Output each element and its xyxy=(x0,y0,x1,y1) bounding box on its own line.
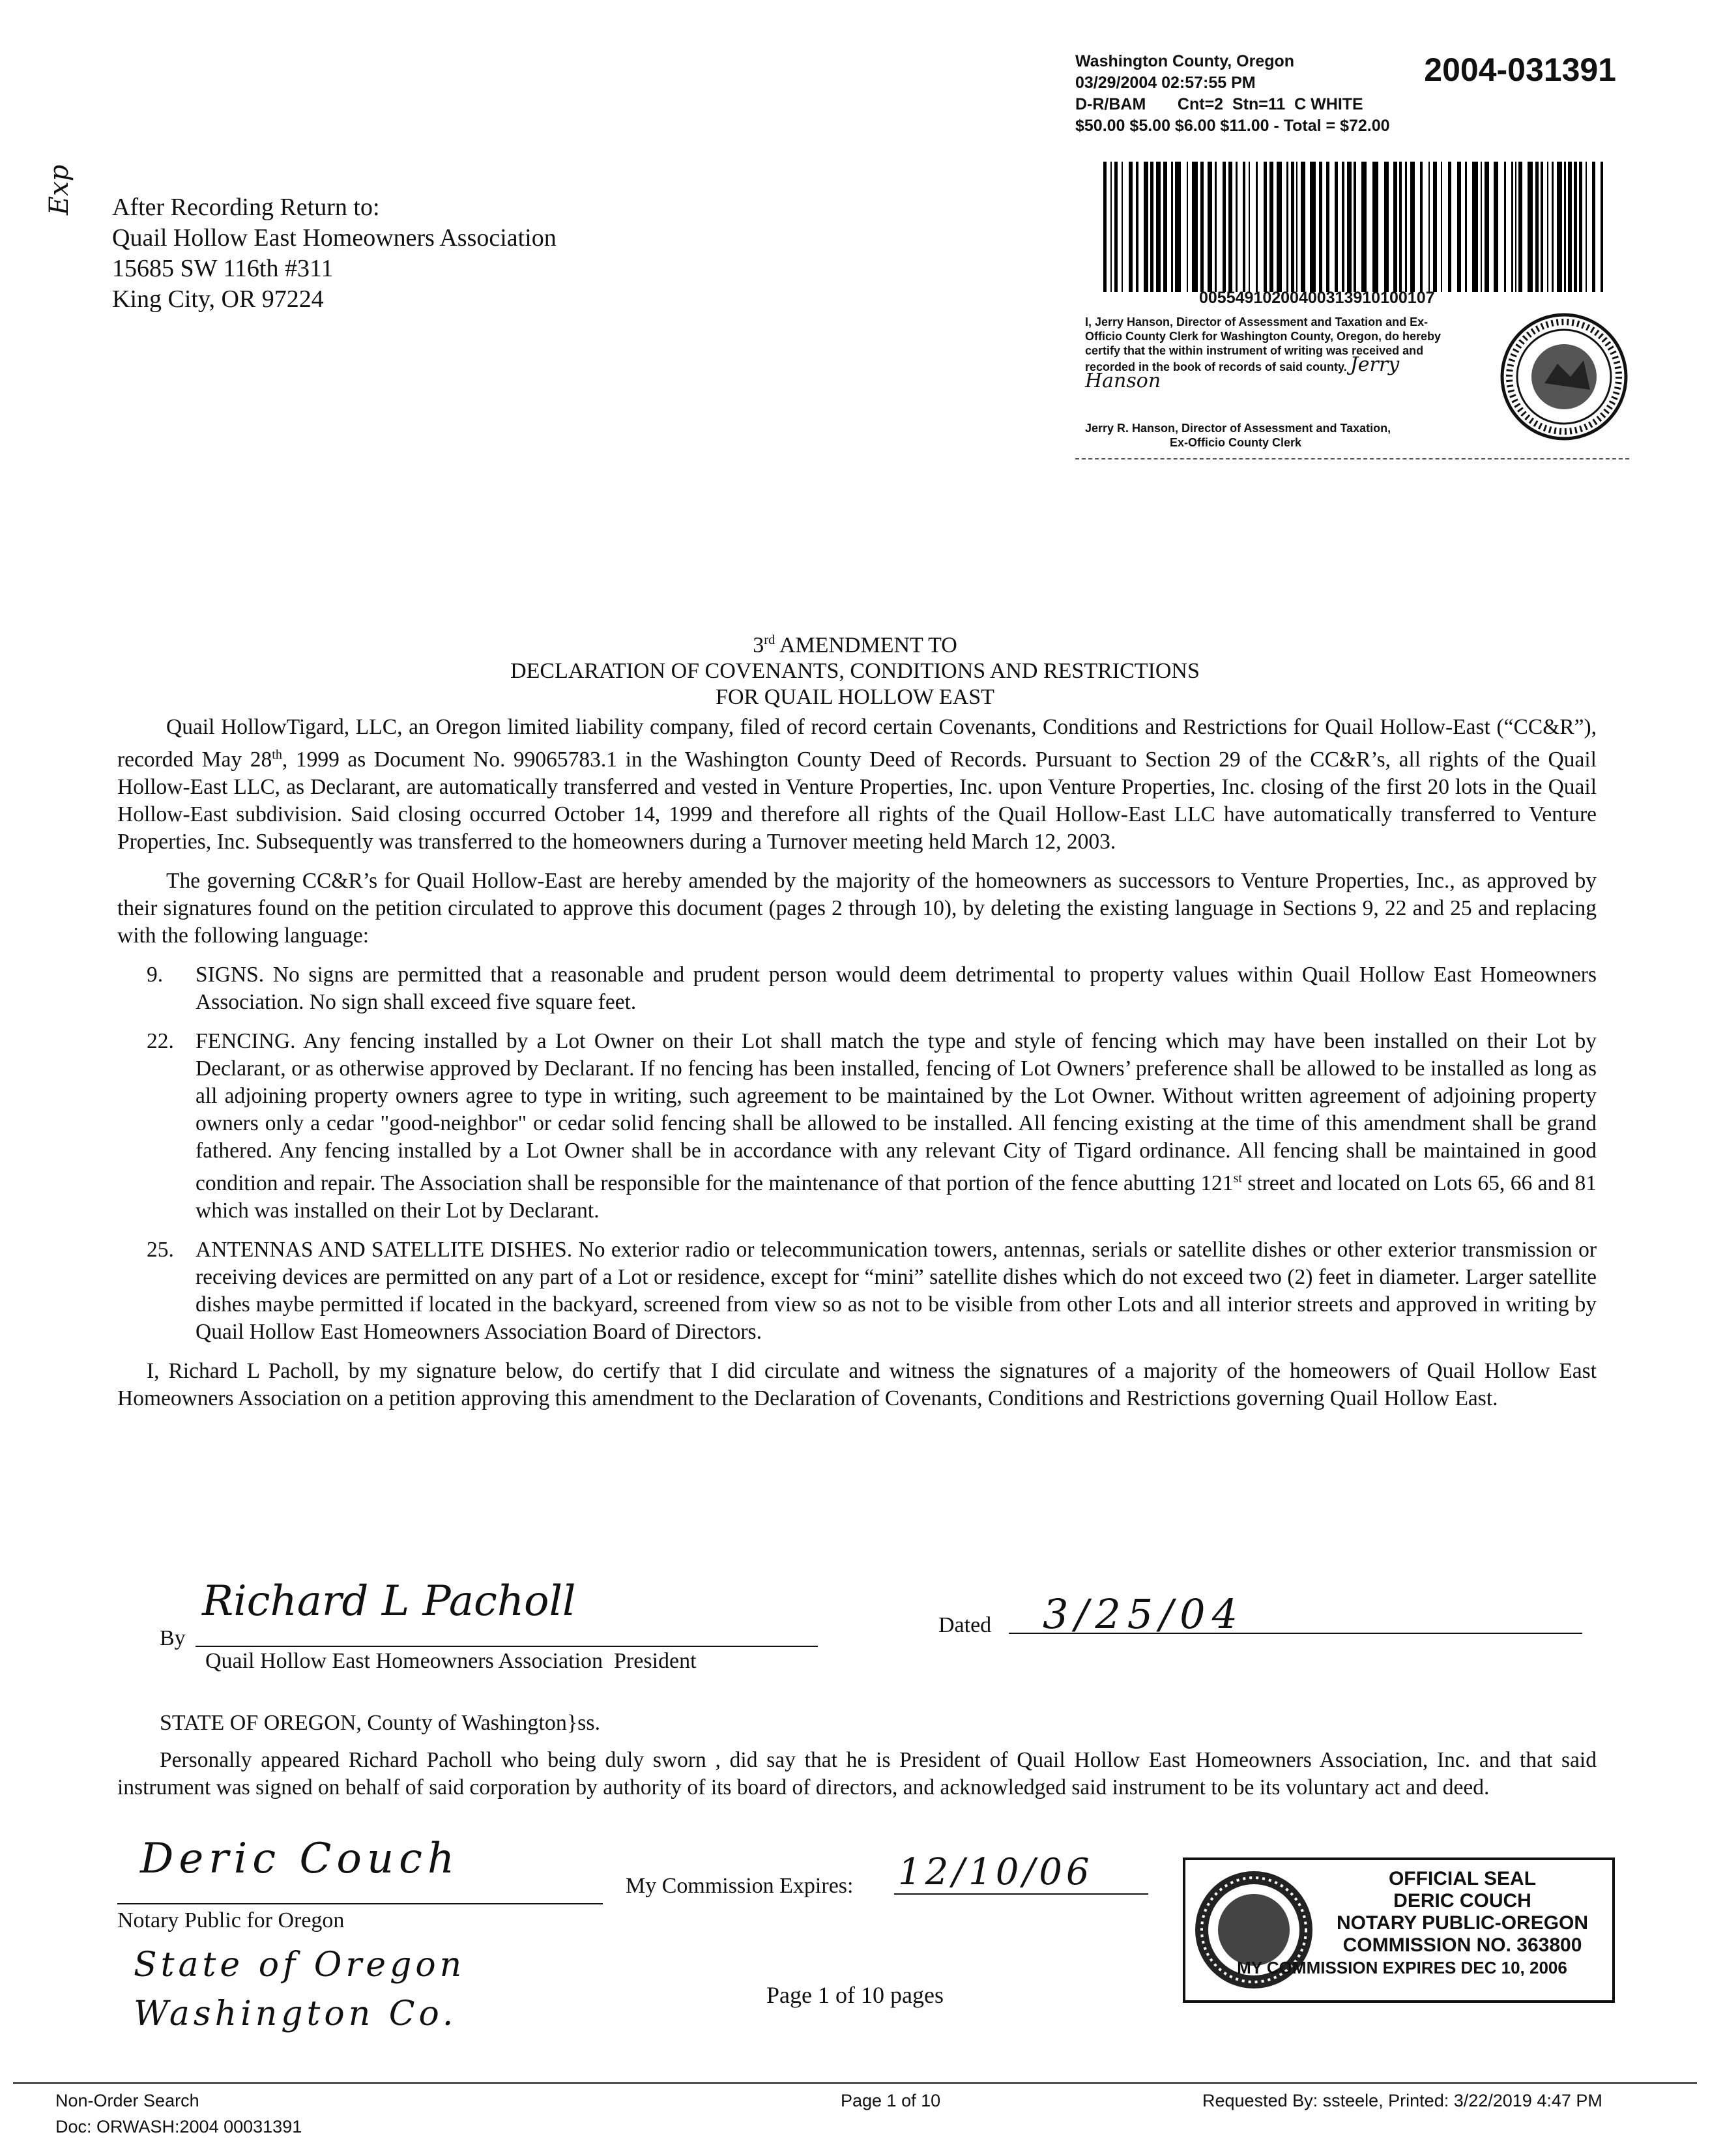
stamp-divider xyxy=(1075,458,1629,459)
seal-line-2: DERIC COUCH xyxy=(1393,1890,1531,1912)
section-9-signs: 9. SIGNS. No signs are permitted that a reasonable and prudent person would deem detrimental to property values within Quail Hollow East Homeowners Association. No sign shall exceed five square feet. xyxy=(147,963,1597,1015)
commission-line xyxy=(894,1893,1148,1895)
dated-label: Dated xyxy=(938,1613,992,1637)
footer-requested-label: Requested By: ssteele, Printed: 3/22/2019 4:47 PM xyxy=(1202,2091,1602,2110)
recording-stamp xyxy=(1075,51,1616,449)
handwritten-county: Washington Co. xyxy=(134,1994,457,2033)
return-street: 15685 SW 116th #311 xyxy=(112,255,334,282)
notary-public-label: Notary Public for Oregon xyxy=(117,1908,345,1932)
stamp-datetime: 03/29/2004 02:57:55 PM xyxy=(1075,74,1256,92)
seal-line-4: COMMISSION NO. 363800 xyxy=(1342,1934,1582,1956)
stamp-certify-text: I, Jerry Hanson, Director of Assessment and Taxation and Ex-Officio County Clerk for Washington County, Oregon, do hereby certify that the within instrument of writing was received and recorded in the book of records of said county. Jerry Hanson xyxy=(1085,315,1442,392)
paragraph-amendment: The governing CC&R’s for Quail Hollow-East are hereby amended by the majority of the homeowners as successors to Venture Properties, Inc., as approved by their signatures found on the petition circulated to approve this document (pages 2 through 10), by deleting the existing language in Sections 9, 22 and 25 and replacing with the following language: xyxy=(117,869,1597,948)
notary-signature-line xyxy=(117,1903,603,1904)
dated-value: 3/25/04 xyxy=(1043,1590,1245,1638)
margin-note: Exp xyxy=(44,164,74,215)
signer-title: Quail Hollow East Homeowners Association President xyxy=(205,1649,697,1673)
signature-line xyxy=(196,1646,818,1647)
footer-search-label: Non-Order Search xyxy=(55,2091,199,2110)
return-address xyxy=(112,192,557,315)
stamp-signature: Jerry Hanson xyxy=(1085,353,1400,392)
state-line: STATE OF OREGON, County of Washington}ss. xyxy=(160,1711,601,1735)
stamp-codes: D-R/BAM Cnt=2 Stn=11 C WHITE xyxy=(1075,95,1363,113)
notary-statement: Personally appeared Richard Pacholl who being duly sworn , did say that he is President of Quail Hollow East Homeowners Association, Inc. and that said instrument was signed on behalf of said corporation by authority of its board of directors, and acknowledged said instrument to be its voluntary act and deed. xyxy=(117,1748,1597,1799)
document-body xyxy=(117,714,1597,1424)
paragraph-recitals: Quail HollowTigard, LLC, an Oregon limited liability company, filed of record certain Covenants, Conditions and Restrictions for Quail Hollow-East (“CC&R”), recorded May 28th, 1999 as Document No. 99065783.1 in the Washington County Deed of Records. Pursuant to Section 29 of the CC&R’s, all rights of the Quail Hollow-East LLC, as Declarant, are automatically transferred and vested in Venture Properties, Inc. upon Venture Properties, Inc. closing of the first 20 lots in the Quail Hollow-East subdivision. Said closing occurred October 14, 1999 and therefore all rights of the Quail Hollow-East LLC have automatically transferred to Venture Properties, Inc. Subsequently was transferred to the homeowners during a Turnover meeting held March 12, 2003. xyxy=(117,715,1597,854)
page-number-label: Page 1 of 10 pages xyxy=(766,1982,944,2008)
commission-label: My Commission Expires: xyxy=(626,1874,854,1898)
seal-line-1: OFFICIAL SEAL xyxy=(1388,1868,1537,1889)
commission-value: 12/10/06 xyxy=(898,1851,1094,1893)
title-line3: FOR QUAIL HOLLOW EAST xyxy=(716,685,994,710)
barcode-number: 00554910200400313910100107 xyxy=(1199,289,1435,307)
president-signature: Richard L Pacholl xyxy=(202,1577,576,1625)
return-city: King City, OR 97224 xyxy=(112,285,324,313)
footer-page-label: Page 1 of 10 xyxy=(841,2091,941,2110)
barcode-icon xyxy=(1103,162,1605,292)
stamp-director: Jerry R. Hanson, Director of Assessment and Taxation, Ex-Officio County Clerk xyxy=(1085,422,1391,449)
stamp-doc-number: 2004-031391 xyxy=(1424,51,1616,88)
handwritten-state: State of Oregon xyxy=(134,1945,466,1985)
title-line1: 3rd AMENDMENT TO xyxy=(753,633,957,658)
seal-line-5: MY COMMISSION EXPIRES DEC 10, 2006 xyxy=(1237,1958,1567,1977)
paragraph-certification: I, Richard L Pacholl, by my signature below, do certify that I did circulate and witness the signatures of a majority of the homeowers of Quail Hollow East Homeowners Association on a petition approving this amendment to the Declaration of Covenants, Conditions and Restrictions governing Quail Hollow East. xyxy=(117,1359,1597,1411)
document-title xyxy=(0,627,1710,710)
notary-signature: Deric Couch xyxy=(140,1835,460,1883)
seal-line-3: NOTARY PUBLIC-OREGON xyxy=(1336,1912,1589,1934)
section-25-antennas: 25. ANTENNAS AND SATELLITE DISHES. No exterior radio or telecommunication towers, antennas, serials or satellite dishes or other exterior transmission or receiving devices are permitted on any part of a Lot or residence, except for “mini” satellite dishes which do not exceed two (2) feet in diameter. Larger satellite dishes maybe permitted if located in the backyard, screened from view so as not to be visible from other Lots and all interior streets and approved in writing by Quail Hollow East Homeowners Association Board of Directors. xyxy=(147,1238,1597,1345)
footer-rule xyxy=(13,2082,1697,2084)
stamp-county: Washington County, Oregon xyxy=(1075,52,1295,70)
stamp-fees: $50.00 $5.00 $6.00 $11.00 - Total = $72.00 xyxy=(1075,117,1390,135)
date-line xyxy=(1009,1633,1582,1634)
by-label: By xyxy=(160,1626,186,1650)
section-22-fencing: 22. FENCING. Any fencing installed by a Lot Owner on their Lot shall match the type and style of fencing which may have been installed on their Lot by Declarant, or as otherwise approved by Declarant. If no fencing has been installed, fencing of Lot Owners’ preference shall be allowed to be installed as long as all adjoining property owners agree to type in writing, such agreement to be maintained by the Lot Owner. Without written agreement of adjoining property owners only a cedar "good-neighbor" or cedar solid fencing shall be allowed to be installed. All fencing existing at the time of this amendment shall be grand fathered. Any fencing installed by a Lot Owner shall be in accordance with any relevant City of Tigard ordinance. All fencing shall be maintained in good condition and repair. The Association shall be responsible for the maintenance of that portion of the fence abutting 121st street and located on Lots 65, 66 and 81 which was installed on their Lot by Declarant. xyxy=(147,1029,1597,1223)
return-label: After Recording Return to: xyxy=(112,194,380,221)
footer-doc-label: Doc: ORWASH:2004 00031391 xyxy=(55,2117,302,2136)
title-line2: DECLARATION OF COVENANTS, CONDITIONS AND RESTRICTIONS xyxy=(510,659,1200,684)
return-name: Quail Hollow East Homeowners Association xyxy=(112,224,557,252)
